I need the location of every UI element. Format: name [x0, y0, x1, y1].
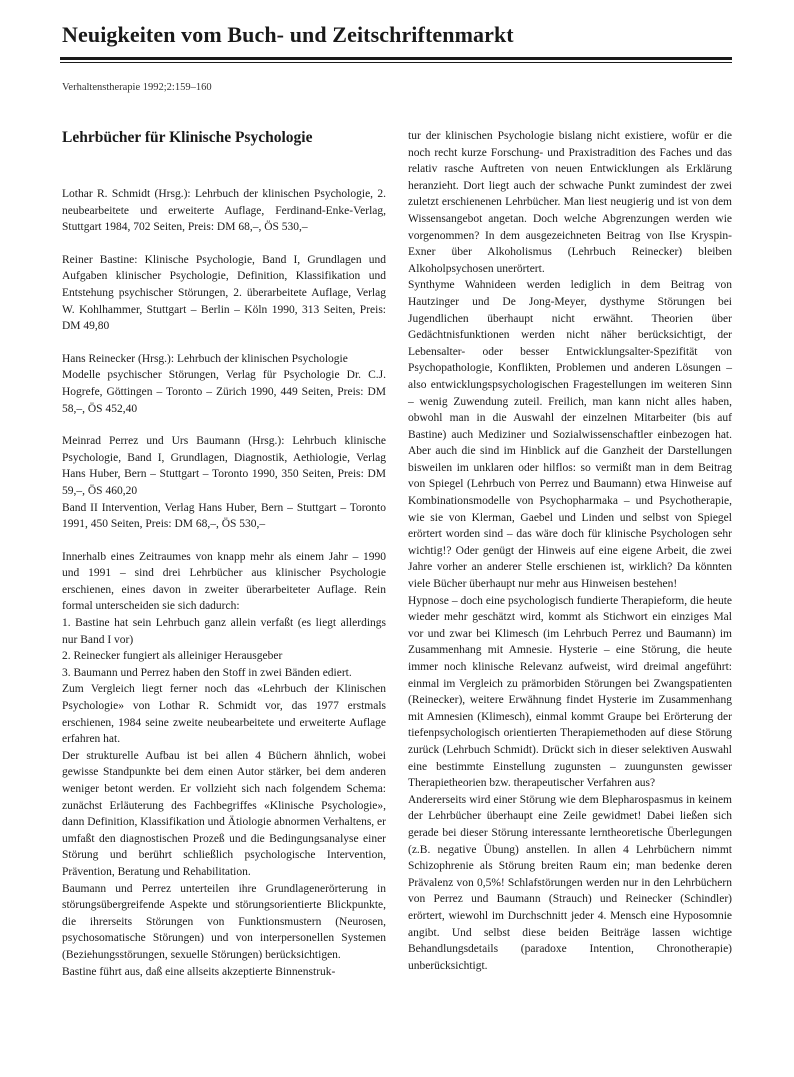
citation: Verhaltenstherapie 1992;2:159–160 — [62, 82, 212, 93]
body-paragraph: Innerhalb eines Zeitraumes von knapp mehr als einem Jahr – 1990 und 1991 – sind drei Lehrbücher aus klinischer Psychologie erschienen, eines davon in zweiter überarbeiteter Auflage. Rein formal unterscheiden sie sich dadurch: — [62, 550, 386, 613]
book-entry: Meinrad Perrez und Urs Baumann (Hrsg.): Lehrbuch klinische Psychologie, Band I, Grundlagen, Diagnostik, Aethiologie, Verlag Hans Huber, Bern – Stuttgart – Toronto 1990, 350 Seiten, Preis: DM 59,–, ÖS 460,20 — [62, 435, 386, 497]
body-paragraph: Der strukturelle Aufbau ist bei allen 4 Büchern ähnlich, wobei gewisse Standpunkte bei dem einen Autor stärker, bei dem anderen weniger betont werden. Er vollzieht sich nach folgendem Schema: zunächst Erläuterung des Fachbegriffes «Klinische Psychologie», dann Definition, Klassifikation und Ätiologie abnormen Verhaltens, er umfaßt den diagnostischen Prozeß und die Bedingungsanalyse einer Störung und berührt schließlich psychologische Intervention, Prävention, Beratung und Rehabilitation. — [62, 749, 386, 878]
body-paragraph: Baumann und Perrez unterteilen ihre Grundlagenerörterung in störungsübergreifende Aspekte und störungsorientierte Blickpunkte, die ihrerseits Störungen von Funktionsmustern (Neurosen, psychosomatische Störungen) und von interpersonellen Systemen (Beziehungsstörungen, sexuelle Störungen) berücksichtigen. — [62, 882, 386, 961]
book-entry: Reiner Bastine: Klinische Psychologie, Band I, Grundlagen und Aufgaben klinischer Psychologie, Definition, Klassifikation und Entstehung psychischer Störungen, 2. überarbeitete Auflage, Verlag W. Kohlhammer, Stuttgart – Berlin – Köln 1990, 313 Seiten, Preis: DM 49,80 — [62, 253, 386, 333]
article-title: Lehrbücher für Klinische Psychologie — [62, 129, 313, 146]
body-paragraph: Bastine führt aus, daß eine allseits akzeptierte Binnenstruk- — [62, 965, 336, 978]
body-paragraph: 2. Reinecker fungiert als alleiniger Herausgeber — [62, 650, 283, 663]
body-paragraph: 3. Baumann und Perrez haben den Stoff in zwei Bänden ediert. — [62, 666, 352, 679]
book-entry: Lothar R. Schmidt (Hrsg.): Lehrbuch der klinischen Psychologie, 2. neubearbeitete und erweiterte Auflage, Ferdinand-Enke-Verlag, Stuttgart 1984, 702 Seiten, Preis: DM 68,–, ÖS 530,– — [62, 188, 386, 234]
book-entry: Modelle psychischer Störungen, Verlag für Psychologie Dr. C.J. Hogrefe, Göttingen – Toronto – Zürich 1990, 449 Seiten, Preis: DM 58,–, ÖS 452,40 — [62, 369, 386, 415]
journal-section-title: Neuigkeiten vom Buch- und Zeitschriftenmarkt — [62, 22, 514, 47]
body-paragraph: tur der klinischen Psychologie bislang nicht existiere, wofür er die noch recht kurze Forschung- und Praxistradition des Faches und das relativ rasche Auftreten von neuen Entwicklungen als Erklärung heranzieht. Dort liegt auch der schwache Punkt zumindest der zwei zuletzt erschienenen Lehrbücher. Man liest neugierig und ist von dem Wissensangebot angetan. Doch welche Abgrenzungen werden wie vorgenommen? In dem ausgezeichneten Beitrag von Ilse Kryspin-Exner über Alkoholismus (Lehrbuch Reinecker) bleiben Alkoholpsychosen unerörtert. — [408, 130, 732, 275]
right-column — [408, 128, 732, 974]
body-paragraph: Hypnose – doch eine psychologisch fundierte Therapieform, die heute wieder mehr geschätzt wird, kommt als Stichwort ein einziges Mal vor und zwar bei Klimesch (im Lehrbuch Perrez und Baumann) im Zusammenhang mit Amnesie. Hysterie – eine Störung, die heute immer noch klinische Relevanz aufweist, wird dreimal angeführt: einmal im Vergleich zu prämorbiden Störungen bei Zwangspatienten (Reinecker), weitere Erwähnung findet Hysterie im Zusammenhang mit Amnesien (Klimesch), einmal kommt Graupe bei Erörterung der tiefenpsychologisch orientierten Therapiemethoden auf diese Störung zurück (Lehrbuch Schmidt). Drückt sich in dieser selektiven Auswahl eine bestimmte Einstellung zugunsten – zuungunsten gewisser Therapietheorien bzw. therapeutischer Verfahren aus? — [408, 594, 732, 790]
body-paragraph: Zum Vergleich liegt ferner noch das «Lehrbuch der Klinischen Psychologie» von Lothar R. Schmidt vor, das 1977 erstmals erschienen, 1984 seine zweite neubearbeitete und erweiterte Auflage erfahren hat. — [62, 683, 386, 746]
header-rule-thin — [60, 62, 732, 63]
left-column — [62, 128, 386, 980]
body-paragraph: Andererseits wird einer Störung wie dem Blepharospasmus in keinem der Lehrbücher überhaupt eine Zeile gewidmet! Dabei ließen sich gerade bei dieser Störung interessante lerntheoretische Überlegungen (z.B. negative Übung) anstellen. In allen 4 Lehrbüchern nimmt Schizophrenie als Störung breiten Raum ein; man bedenke deren Prävalenz von 0,5%! Schlafstörungen werden nur in den Lehrbüchern von Perrez und Baumann (Strauch) und Reinecker (Schindler) erörtert, wiewohl im Durchschnitt jeder 4. Mensch eine Hyposomnie angibt. Und selbst diese beiden Beiträge lassen wichtige Behandlungsdetails (paradoxe Intention, Chronotherapie) unberücksichtigt. — [408, 793, 732, 972]
body-paragraph: 1. Bastine hat sein Lehrbuch ganz allein verfaßt (es liegt allerdings nur Band I vor) — [62, 617, 386, 646]
body-paragraph: Synthyme Wahnideen werden lediglich in dem Beitrag von Hautzinger und De Jong-Meyer, dysthyme Störungen bei Jugendlichen überhaupt nicht erwähnt. Theorien über Gedächtnisfunktionen werden nicht näher berücksichtigt, der Lebensalter- oder besser Entwicklungsalter-Spezifität von Psychopathologie, Konflikten, Problemen und anderen Lösungen – also entwicklungspsychologischen Fragestellungen im weiteren Sinn – wenig Zuwendung zuteil. Freilich, man kann nicht alles haben, obwohl man in die Auswahl der einzelnen Mitarbeiter (bis auf Bastine) auch Mediziner und Sozialwissenschaftler einbezogen hat. Aber auch die sind im Hinblick auf die Ganzheit der Darstellungen bisweilen im unklaren oder hilflos: so vermißt man in dem Beitrag von Spiegel (Lehrbuch von Perrez und Baumann) etwa Hinweise auf Kombinationsmodelle von Psychopharmaka – und Psychotherapie, wie sie von Klerman, Gaebel und Linden und selbst von Spiegel erörtert worden sind – das wäre doch für klinische Psychologen sehr wichtig!? Oder genügt der Hinweis auf eine eigene Arbeit, die zwei Jahre vorher an anderer Stelle erschienen ist, wirklich? Da könnten viele Bücher überhaupt nur mehr aus Hinweisen bestehen! — [408, 279, 732, 591]
book-entry: Band II Intervention, Verlag Hans Huber, Bern – Stuttgart – Toronto 1991, 450 Seiten, Preis: DM 68,–, ÖS 530,– — [62, 501, 386, 531]
header-rule — [60, 57, 732, 60]
book-entry: Hans Reinecker (Hrsg.): Lehrbuch der klinischen Psychologie — [62, 352, 348, 365]
